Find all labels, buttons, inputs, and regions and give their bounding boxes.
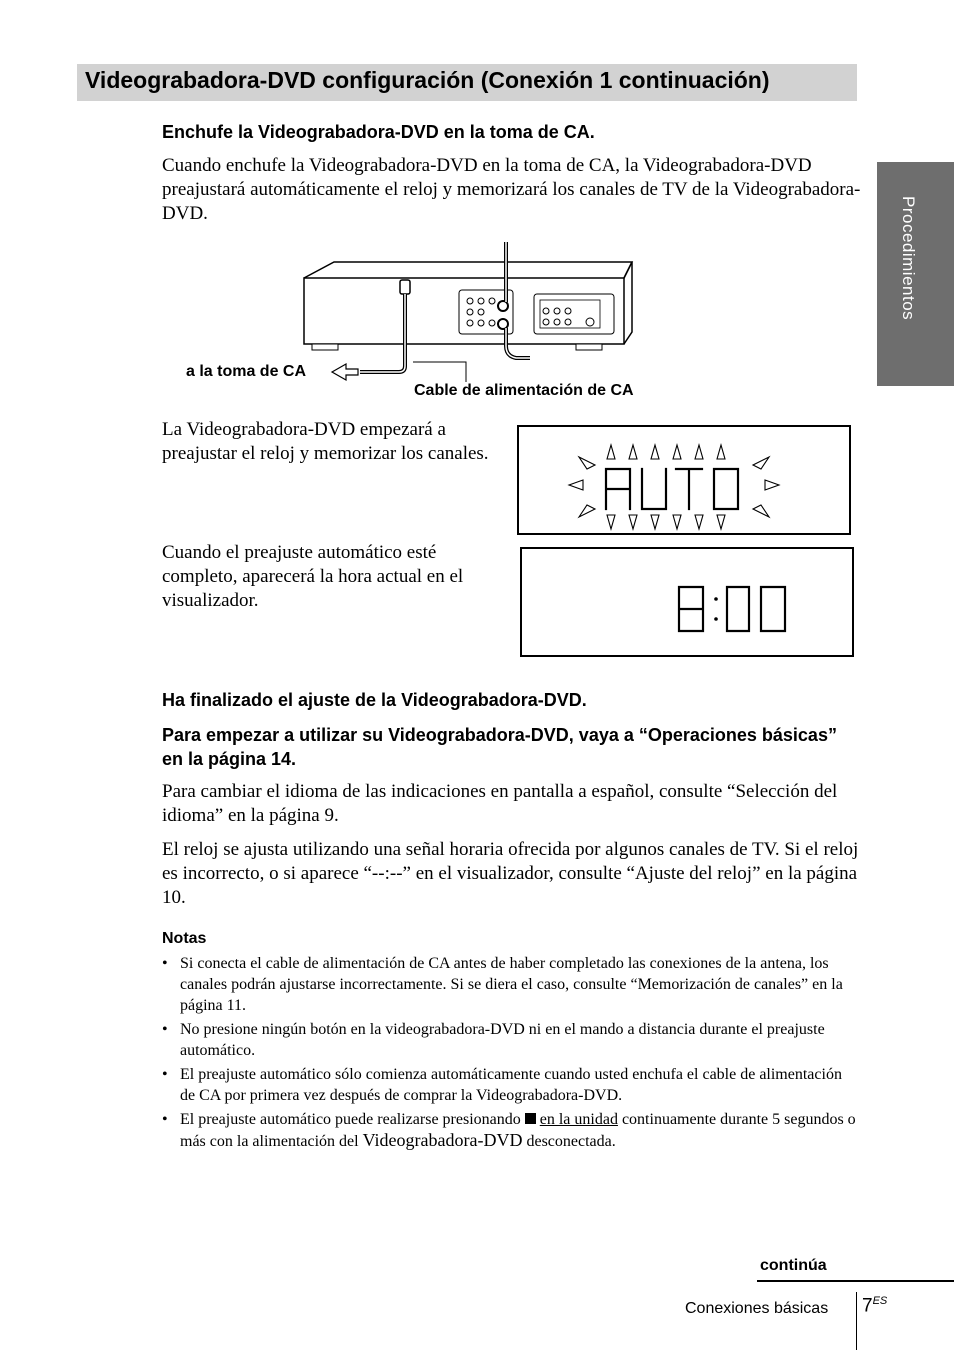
title-bar <box>77 64 857 101</box>
page-number: $7^{ES}$ <box>862 1295 888 1317</box>
note-item: • El preajuste automático sólo comienza automáticamente cuando usted enchufa el cable de alimentación de CA por primera vez después de comprar la Videograbadora-DVD. <box>162 1066 842 1104</box>
footer-divider <box>856 1292 857 1350</box>
front-display-clock <box>520 547 854 657</box>
clock-note-text: El reloj se ajusta utilizando una señal horaria ofrecida por algunos canales de TV. Si el reloj es incorrecto, o si aparece “--:--” en el visualizador, consulte “Ajuste del reloj” en la página 10. <box>162 839 859 908</box>
note-item: • Si conecta el cable de alimentación de CA antes de haber completado las conexiones de la antena, los canales podrán ajustarse incorrectamente. Si se diera el caso, consulte “Memorización de canales” en la página 11. <box>162 955 843 1014</box>
language-text: Para cambiar el idioma de las indicaciones en pantalla a español, consulte “Selección del idioma” en la página 9. <box>162 781 838 826</box>
notes-list <box>162 953 857 1155</box>
footer-rule <box>757 1280 954 1282</box>
page-title: Videograbadora-DVD configuración (Conexión 1 continuación) <box>85 67 770 93</box>
unit-link-text: en la unidad <box>539 1111 618 1128</box>
step-heading: Enchufe la Videograbadora-DVD en la toma de CA. <box>162 122 595 142</box>
auto-text: La Videograbadora-DVD empezará a preajustar el reloj y memorizar los canales. <box>162 419 489 464</box>
done-heading: Ha finalizado el ajuste de la Videograbadora-DVD. <box>162 690 587 710</box>
note-item: • El preajuste automático puede realizarse presionando en la unidad continuamente durante 5 segundos o más con la alimentación del Videograbadora-DVD desconectada. <box>162 1111 856 1150</box>
side-tab <box>877 162 954 386</box>
step-text: Cuando enchufe la Videograbadora-DVD en la toma de CA, la Videograbadora-DVD preajustará automáticamente el reloj y memorizará los canales de TV de la Videograbadora-DVD. <box>162 155 861 224</box>
arrow-left-icon <box>332 364 358 380</box>
start-heading: Para empezar a utilizar su Videograbadora-DVD, vaya a “Operaciones básicas” en la página 14. <box>162 725 837 769</box>
front-display-auto <box>517 425 851 535</box>
cable-label: Cable de alimentación de CA <box>414 382 634 399</box>
stop-button-icon <box>525 1113 536 1124</box>
note-item: • No presione ningún botón en la videograbadora-DVD ni en el mando a distancia durante el preajuste automático. <box>162 1021 825 1059</box>
side-tab-label: Procedimientos <box>899 196 918 321</box>
clock-display <box>522 549 852 655</box>
outlet-label: a la toma de CA <box>186 363 307 380</box>
blinking-auto-display <box>519 427 849 533</box>
notes-heading: Notas <box>162 930 207 947</box>
continued-label: continúa <box>760 1257 827 1274</box>
footer-section: Conexiones básicas <box>685 1300 829 1317</box>
clock-text: Cuando el preajuste automático esté completo, aparecerá la hora actual en el visualizador. <box>162 542 464 611</box>
